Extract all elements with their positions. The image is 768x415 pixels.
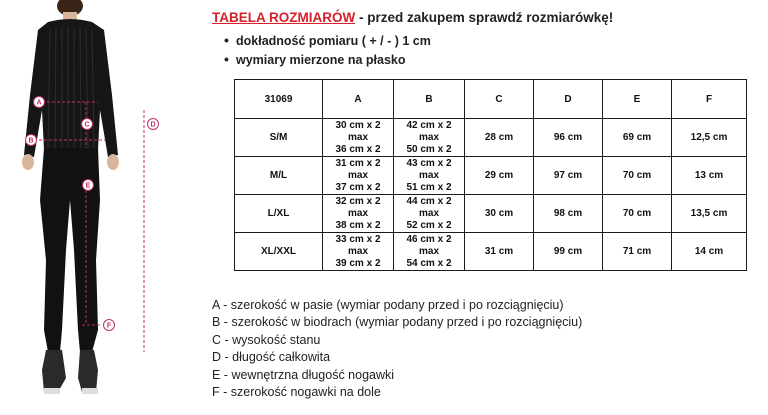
measurement-notes [224, 31, 431, 69]
cell-a: 30 cm x 2 max 36 cm x 2 [323, 119, 394, 157]
cell-f: 14 cm [672, 233, 747, 271]
size-row-l-xl [235, 195, 747, 233]
cell-b: 43 cm x 2 max 51 cm x 2 [394, 157, 465, 195]
size-label: XL/XXL [235, 233, 323, 271]
size-chart-title-rest: - przed zakupem sprawdź rozmiarówkę! [355, 10, 614, 25]
legend-item-c: C - wysokość stanu [212, 332, 321, 347]
cell-e: 71 cm [603, 233, 672, 271]
model-leggings [40, 148, 100, 352]
size-chart-title-highlight: TABELA ROZMIARÓW [212, 10, 356, 25]
cell-b: 44 cm x 2 max 52 cm x 2 [394, 195, 465, 233]
cell-e: 70 cm [603, 195, 672, 233]
size-label: S/M [235, 119, 323, 157]
marker-d-label: D [150, 121, 156, 129]
cell-c: 28 cm [465, 119, 534, 157]
cell-b: 46 cm x 2 max 54 cm x 2 [394, 233, 465, 271]
cell-c: 30 cm [465, 195, 534, 233]
measurement-legend [212, 297, 582, 401]
model-left-hand [22, 154, 34, 170]
cell-b: 42 cm x 2 max 50 cm x 2 [394, 119, 465, 157]
model-sweater [24, 19, 118, 157]
cell-c: 29 cm [465, 157, 534, 195]
cell-d: 96 cm [534, 119, 603, 157]
legend-item-e: E - wewnętrzna długość nogawki [212, 367, 395, 382]
cell-d: 97 cm [534, 157, 603, 195]
cell-f: 13 cm [672, 157, 747, 195]
column-a-header: A [323, 80, 394, 119]
cell-d: 99 cm [534, 233, 603, 271]
size-row-m-l [235, 157, 747, 195]
size-table [234, 79, 747, 271]
model-right-hand [107, 154, 119, 170]
marker-e-label: E [85, 182, 91, 190]
legend-item-b: B - szerokość w biodrach (wymiar podany przed i po rozciągnięciu) [212, 315, 583, 330]
marker-b-label: B [28, 137, 34, 145]
cell-f: 13,5 cm [672, 195, 747, 233]
cell-a: 33 cm x 2 max 39 cm x 2 [323, 233, 394, 271]
model-left-shoe [42, 350, 66, 392]
size-label: M/L [235, 157, 323, 195]
model-right-shoe [78, 350, 98, 392]
cell-d: 98 cm [534, 195, 603, 233]
cell-f: 12,5 cm [672, 119, 747, 157]
cell-c: 31 cm [465, 233, 534, 271]
note-accuracy: • dokładność pomiaru ( + / - ) 1 cm [224, 31, 431, 50]
product-code: 31069 [235, 80, 323, 119]
cell-e: 70 cm [603, 157, 672, 195]
size-label: L/XL [235, 195, 323, 233]
column-c-header: C [465, 80, 534, 119]
cell-a: 31 cm x 2 max 37 cm x 2 [323, 157, 394, 195]
size-row-xl-xxl [235, 233, 747, 271]
legend-item-a: A - szerokość w pasie (wymiar podany przed i po rozciągnięciu) [212, 298, 564, 312]
marker-c-label: C [84, 121, 90, 129]
column-e-header: E [603, 80, 672, 119]
note-flat-measured: • wymiary mierzone na płasko [224, 50, 431, 69]
column-b-header: B [394, 80, 465, 119]
legend-item-f: F - szerokość nogawki na dole [212, 385, 381, 400]
column-f-header: F [672, 80, 747, 119]
marker-a-label: A [36, 99, 42, 107]
legend-item-d: D - długość całkowita [212, 350, 331, 365]
size-chart-title [212, 10, 613, 25]
size-row-s-m [235, 119, 747, 157]
model-figure [0, 0, 170, 415]
cell-a: 32 cm x 2 max 38 cm x 2 [323, 195, 394, 233]
cell-e: 69 cm [603, 119, 672, 157]
column-d-header: D [534, 80, 603, 119]
size-table-header [235, 80, 747, 119]
marker-f-label: F [106, 322, 112, 330]
